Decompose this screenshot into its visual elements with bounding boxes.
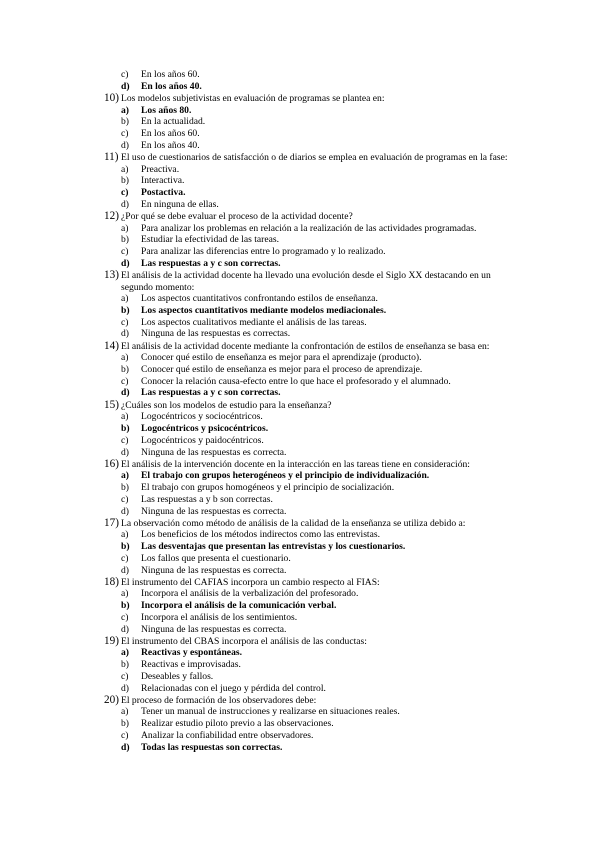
question-stem: [104, 211, 518, 223]
option-letter: a): [121, 411, 129, 423]
option-text: Los aspectos cuantitativos mediante modelos mediacionales.: [141, 305, 387, 317]
option-letter: c): [121, 187, 129, 199]
answer-option: [104, 128, 518, 140]
option-text: Los aspectos cualitativos mediante el análisis de las tareas.: [141, 316, 367, 328]
option-text: Reactivas y espontáneas.: [141, 647, 242, 659]
answer-option: [104, 223, 518, 235]
answer-option: [104, 659, 518, 671]
answer-option: [104, 624, 518, 636]
option-text: Los beneficios de los métodos indirectos como las entrevistas.: [141, 529, 380, 541]
option-text: Interactiva.: [141, 175, 185, 187]
question-text: El análisis de la actividad docente mediante la confrontación de estilos de enseñanza se basa en:: [121, 340, 490, 352]
answer-option: [104, 187, 518, 199]
option-text: En los años 60.: [141, 69, 200, 80]
answer-option: [104, 81, 518, 93]
option-letter: c): [121, 552, 129, 564]
option-text: Incorpora el análisis de la verbalización del profesorado.: [141, 588, 359, 600]
question-text: El análisis de la intervención docente en la interacción en las tareas tiene en consideración:: [121, 458, 470, 470]
option-text: En los años 40.: [141, 80, 202, 92]
question-text: La observación como método de análisis de la calidad de la enseñanza se utiliza debido a:: [121, 517, 466, 529]
option-letter: b): [121, 175, 129, 187]
answer-option: [104, 506, 518, 518]
option-letter: d): [121, 387, 130, 399]
answer-option: [104, 293, 518, 305]
question-stem: [104, 518, 518, 530]
answer-option: [104, 553, 518, 565]
answer-option: [104, 600, 518, 612]
question-number: 11): [104, 150, 119, 163]
option-letter: b): [121, 600, 130, 612]
answer-option: [104, 565, 518, 577]
question-number: 10): [104, 91, 119, 104]
option-letter: b): [121, 482, 129, 494]
question-stem: [104, 270, 518, 293]
option-text: Ninguna de las respuestas es correcta.: [141, 564, 287, 576]
question-stem: [104, 695, 518, 707]
question-stem: [104, 341, 518, 353]
answer-option: [104, 175, 518, 187]
option-text: Ninguna de las respuestas es correctas.: [141, 328, 291, 340]
answer-option: [104, 317, 518, 329]
question-number: 17): [104, 516, 119, 529]
answer-option: [104, 529, 518, 541]
option-letter: c): [121, 128, 129, 140]
answer-option: [104, 199, 518, 211]
option-letter: b): [121, 364, 129, 376]
question-number: 14): [104, 339, 119, 352]
option-text: Las desventajas que presentan las entrevistas y los cuestionarios.: [141, 541, 406, 553]
option-letter: c): [121, 69, 129, 80]
question-stem: [104, 93, 518, 105]
option-text: Estudiar la efectividad de las tareas.: [141, 234, 279, 246]
question-text: El proceso de formación de los observadores debe:: [121, 694, 317, 706]
option-letter: a): [121, 352, 129, 364]
option-text: Logocéntricos y paidocéntricos.: [141, 434, 264, 446]
option-text: Incorpora el análisis de la comunicación verbal.: [141, 600, 337, 612]
question-number: 13): [104, 268, 119, 281]
answer-option: [104, 494, 518, 506]
option-letter: d): [121, 564, 129, 576]
option-text: El trabajo con grupos homogéneos y el principio de socialización.: [141, 482, 395, 494]
answer-option: [104, 541, 518, 553]
question-stem: [104, 400, 518, 412]
option-letter: a): [121, 588, 129, 600]
question-stem: [104, 577, 518, 589]
question-number: 18): [104, 575, 119, 588]
option-text: En ninguna de ellas.: [141, 198, 219, 210]
answer-option: [104, 435, 518, 447]
option-letter: b): [121, 423, 130, 435]
option-text: Las respuestas a y c son correctas.: [141, 257, 281, 269]
answer-option: [104, 140, 518, 152]
question-number: 15): [104, 398, 119, 411]
option-letter: d): [121, 623, 129, 635]
option-text: Conocer qué estilo de enseñanza es mejor para el aprendizaje (producto).: [141, 352, 422, 364]
option-text: Las respuestas a y b son correctas.: [141, 493, 273, 505]
option-letter: d): [121, 446, 129, 458]
option-text: En los años 40.: [141, 139, 200, 151]
question-stem: [104, 459, 518, 471]
option-text: Todas las respuestas son correctas.: [141, 741, 283, 753]
option-text: Deseables y fallos.: [141, 670, 214, 682]
question-text: Los modelos subjetivistas en evaluación de programas se plantea en:: [121, 92, 385, 104]
answer-option: [104, 352, 518, 364]
option-letter: d): [121, 198, 129, 210]
answer-option: [104, 328, 518, 340]
question-list: [104, 69, 518, 753]
question-number: 12): [104, 209, 119, 222]
option-text: Conocer la relación causa-efecto entre lo que hace el profesorado y el alumnado.: [141, 375, 451, 387]
option-letter: a): [121, 293, 129, 305]
option-text: Las respuestas a y c son correctas.: [141, 387, 281, 399]
answer-option: [104, 105, 518, 117]
option-letter: a): [121, 706, 129, 718]
answer-option: [104, 423, 518, 435]
option-text: Los aspectos cuantitativos confrontando estilos de enseñanza.: [141, 293, 378, 305]
answer-option: [104, 69, 518, 81]
answer-option: [104, 482, 518, 494]
answer-option: [104, 376, 518, 388]
option-text: El trabajo con grupos heterogéneos y el principio de individualización.: [141, 470, 430, 482]
option-letter: b): [121, 305, 130, 317]
option-letter: a): [121, 222, 129, 234]
option-letter: c): [121, 670, 129, 682]
option-letter: d): [121, 257, 130, 269]
option-text: Logocéntricos y psicocéntricos.: [141, 423, 269, 435]
answer-option: [104, 683, 518, 695]
option-letter: c): [121, 375, 129, 387]
option-text: Realizar estudio piloto previo a las observaciones.: [141, 718, 334, 730]
option-letter: d): [121, 139, 129, 151]
option-text: En los años 60.: [141, 128, 200, 140]
option-text: Los años 80.: [141, 104, 192, 116]
option-letter: a): [121, 647, 129, 659]
option-letter: d): [121, 741, 130, 753]
answer-option: [104, 411, 518, 423]
option-letter: a): [121, 470, 129, 482]
option-letter: b): [121, 541, 130, 553]
option-letter: d): [121, 328, 129, 340]
answer-option: [104, 116, 518, 128]
option-text: Analizar la confiabilidad entre observadores.: [141, 729, 314, 741]
answer-option: [104, 706, 518, 718]
answer-option: [104, 387, 518, 399]
question-number: 16): [104, 457, 119, 470]
option-text: Ninguna de las respuestas es correcta.: [141, 446, 287, 458]
question-text: ¿Por qué se debe evaluar el proceso de la actividad docente?: [121, 210, 353, 222]
answer-option: [104, 718, 518, 730]
question-text: El instrumento del CBAS incorpora el análisis de las conductas:: [121, 635, 367, 647]
answer-option: [104, 671, 518, 683]
question-stem: [104, 636, 518, 648]
answer-option: [104, 234, 518, 246]
question-number: 20): [104, 693, 119, 706]
option-letter: b): [121, 116, 129, 128]
option-text: Postactiva.: [141, 187, 186, 199]
option-text: Los fallos que presenta el cuestionario.: [141, 552, 291, 564]
option-letter: b): [121, 718, 129, 730]
option-letter: d): [121, 80, 130, 92]
option-letter: c): [121, 611, 129, 623]
option-text: Para analizar las diferencias entre lo programado y lo realizado.: [141, 246, 386, 258]
answer-option: [104, 470, 518, 482]
answer-option: [104, 164, 518, 176]
option-text: Incorpora el análisis de los sentimientos.: [141, 611, 298, 623]
answer-option: [104, 258, 518, 270]
option-text: Tener un manual de instrucciones y realizarse en situaciones reales.: [141, 706, 400, 718]
option-text: Para analizar los problemas en relación a la realización de las actividades programadas.: [141, 222, 477, 234]
answer-option: [104, 364, 518, 376]
option-letter: d): [121, 505, 129, 517]
answer-option: [104, 447, 518, 459]
option-letter: b): [121, 234, 129, 246]
answer-option: [104, 612, 518, 624]
question-text: El uso de cuestionarios de satisfacción o de diarios se emplea en evaluación de programas en la fase:: [121, 151, 508, 163]
option-text: Ninguna de las respuestas es correcta.: [141, 623, 287, 635]
answer-option: [104, 742, 518, 754]
answer-option: [104, 588, 518, 600]
option-text: Conocer qué estilo de enseñanza es mejor para el proceso de aprendizaje.: [141, 364, 423, 376]
question-stem: [104, 152, 518, 164]
question-text: El análisis de la actividad docente ha llevado una evolución desde el Siglo XX destacando en un segundo momento:: [121, 269, 491, 293]
question-text: ¿Cuáles son los modelos de estudio para la enseñanza?: [121, 399, 332, 411]
option-letter: c): [121, 729, 129, 741]
option-text: Reactivas e improvisadas.: [141, 659, 241, 671]
answer-option: [104, 305, 518, 317]
option-letter: c): [121, 246, 129, 258]
option-letter: a): [121, 529, 129, 541]
option-letter: c): [121, 434, 129, 446]
answer-option: [104, 246, 518, 258]
question-text: El instrumento del CAFIAS incorpora un cambio respecto al FIAS:: [121, 576, 380, 588]
option-letter: a): [121, 163, 129, 175]
option-letter: d): [121, 682, 129, 694]
answer-option: [104, 647, 518, 659]
answer-option: [104, 730, 518, 742]
option-text: Relacionadas con el juego y pérdida del control.: [141, 682, 326, 694]
question-number: 19): [104, 634, 119, 647]
option-text: Logocéntricos y sociocéntricos.: [141, 411, 263, 423]
option-letter: a): [121, 104, 129, 116]
option-text: Ninguna de las respuestas es correcta.: [141, 505, 287, 517]
option-text: Preactiva.: [141, 163, 180, 175]
option-letter: b): [121, 659, 129, 671]
option-text: En la actualidad.: [141, 116, 206, 128]
option-letter: c): [121, 493, 129, 505]
option-letter: c): [121, 316, 129, 328]
